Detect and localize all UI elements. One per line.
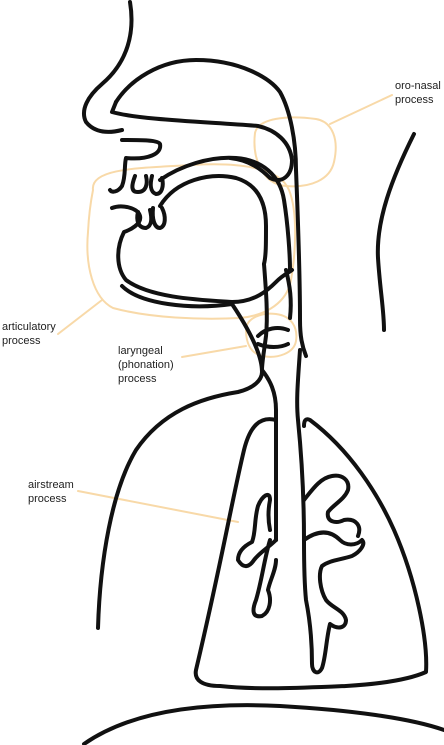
pharynx-front-wall [262, 264, 267, 370]
right-bronchi [304, 476, 363, 673]
nose-outline [84, 2, 132, 132]
oro-nasal-leader-line [330, 95, 392, 124]
vocal-folds-outline [258, 328, 288, 347]
front-neck-outline [98, 286, 262, 628]
airstream-leader-line [78, 491, 238, 522]
laryngeal-label-line1: laryngeal [118, 345, 163, 357]
trachea-right-wall [297, 350, 304, 540]
laryngeal-label-line2: (phonation) [118, 359, 174, 371]
nasal-cavity-outline [116, 60, 296, 170]
laryngeal-leader-line [182, 346, 246, 357]
tongue-outline [160, 176, 266, 264]
articulatory-label-line1: articulatory [2, 321, 56, 333]
body-base-outline [84, 705, 444, 744]
airstream-label-line2: process [28, 493, 67, 505]
articulatory-label-line2: process [2, 335, 41, 347]
articulatory-leader-line [58, 300, 102, 334]
oro-nasal-label-line1: oro-nasal [395, 80, 441, 92]
oro-nasal-label-line2: process [395, 94, 434, 106]
laryngeal-label-line3: process [118, 373, 157, 385]
upper-teeth-outline [132, 176, 162, 194]
labels-layer [2, 80, 441, 505]
laryngeal-region-outline [246, 314, 296, 357]
neck-back-outline [378, 134, 414, 330]
airstream-label-line1: airstream [28, 479, 74, 491]
left-bronchi [238, 495, 276, 616]
pharynx-back-wall [296, 170, 306, 356]
